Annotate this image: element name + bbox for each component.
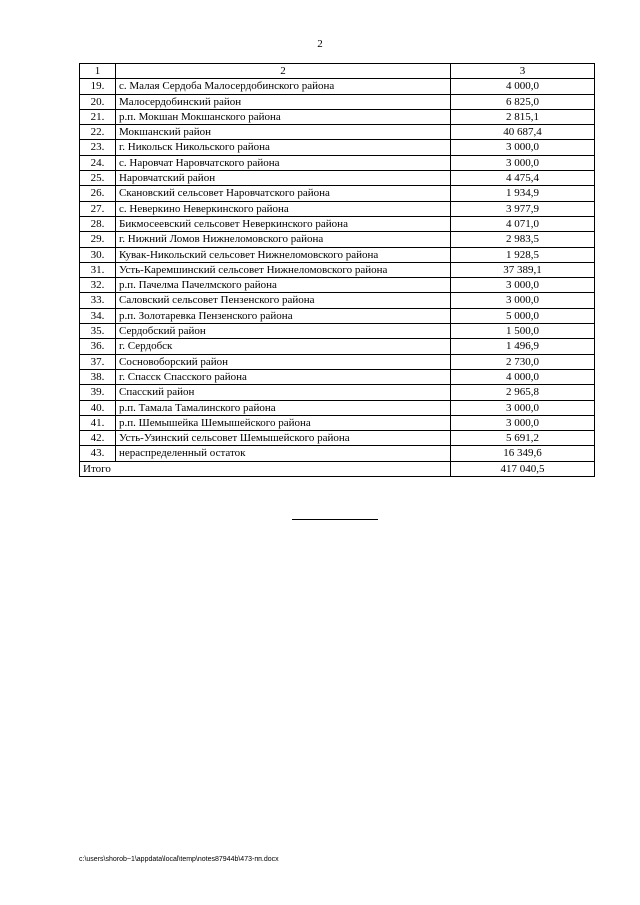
row-number: 20. bbox=[80, 94, 116, 109]
row-recipient-name: Бикмосеевский сельсовет Неверкинского района bbox=[116, 216, 451, 231]
table-row bbox=[80, 94, 595, 109]
row-amount: 3 000,0 bbox=[451, 155, 595, 170]
table-row bbox=[80, 109, 595, 124]
table-row bbox=[80, 262, 595, 277]
row-recipient-name: Малосердобинский район bbox=[116, 94, 451, 109]
row-amount: 37 389,1 bbox=[451, 262, 595, 277]
table-row bbox=[80, 324, 595, 339]
row-recipient-name: р.п. Золотаревка Пензенского района bbox=[116, 308, 451, 323]
row-number: 41. bbox=[80, 415, 116, 430]
row-number: 30. bbox=[80, 247, 116, 262]
row-amount: 16 349,6 bbox=[451, 446, 595, 461]
row-recipient-name: Спасский район bbox=[116, 385, 451, 400]
row-amount: 1 934,9 bbox=[451, 186, 595, 201]
row-number: 34. bbox=[80, 308, 116, 323]
table-row bbox=[80, 415, 595, 430]
row-recipient-name: г. Сердобск bbox=[116, 339, 451, 354]
row-number: 38. bbox=[80, 369, 116, 384]
row-number: 24. bbox=[80, 155, 116, 170]
row-amount: 3 000,0 bbox=[451, 278, 595, 293]
row-amount: 3 000,0 bbox=[451, 293, 595, 308]
table-row bbox=[80, 125, 595, 140]
row-amount: 1 496,9 bbox=[451, 339, 595, 354]
row-amount: 4 000,0 bbox=[451, 369, 595, 384]
row-recipient-name: Кувак-Никольский сельсовет Нижнеломовского района bbox=[116, 247, 451, 262]
table-row bbox=[80, 369, 595, 384]
row-number: 43. bbox=[80, 446, 116, 461]
row-amount: 3 977,9 bbox=[451, 201, 595, 216]
row-recipient-name: Скановский сельсовет Наровчатского района bbox=[116, 186, 451, 201]
table-total-row bbox=[80, 461, 595, 476]
row-amount: 2 730,0 bbox=[451, 354, 595, 369]
row-amount: 5 691,2 bbox=[451, 431, 595, 446]
row-amount: 2 815,1 bbox=[451, 109, 595, 124]
footer-file-path: c:\users\shorob~1\appdata\local\temp\notes87944b\473-пп.docx bbox=[79, 856, 279, 863]
table-row bbox=[80, 339, 595, 354]
row-amount: 3 000,0 bbox=[451, 400, 595, 415]
column-header-name: 2 bbox=[116, 64, 451, 79]
table-header-row bbox=[80, 64, 595, 79]
row-number: 32. bbox=[80, 278, 116, 293]
end-separator-line bbox=[292, 519, 378, 520]
row-number: 26. bbox=[80, 186, 116, 201]
row-recipient-name: Усть-Каремшинский сельсовет Нижнеломовского района bbox=[116, 262, 451, 277]
row-number: 28. bbox=[80, 216, 116, 231]
row-number: 21. bbox=[80, 109, 116, 124]
row-amount: 4 071,0 bbox=[451, 216, 595, 231]
row-recipient-name: Сосновоборский район bbox=[116, 354, 451, 369]
row-amount: 4 475,4 bbox=[451, 171, 595, 186]
row-recipient-name: Сердобский район bbox=[116, 324, 451, 339]
table-row bbox=[80, 400, 595, 415]
table-row bbox=[80, 79, 595, 94]
row-number: 19. bbox=[80, 79, 116, 94]
table-row bbox=[80, 247, 595, 262]
row-amount: 4 000,0 bbox=[451, 79, 595, 94]
row-amount: 3 000,0 bbox=[451, 140, 595, 155]
table-row bbox=[80, 155, 595, 170]
row-recipient-name: р.п. Тамала Тамалинского района bbox=[116, 400, 451, 415]
row-amount: 1 500,0 bbox=[451, 324, 595, 339]
row-number: 39. bbox=[80, 385, 116, 400]
row-number: 29. bbox=[80, 232, 116, 247]
row-recipient-name: г. Спасск Спасского района bbox=[116, 369, 451, 384]
column-header-number: 1 bbox=[80, 64, 116, 79]
row-number: 37. bbox=[80, 354, 116, 369]
row-number: 40. bbox=[80, 400, 116, 415]
allocation-table bbox=[79, 63, 595, 477]
page-number: 2 bbox=[317, 38, 323, 50]
total-amount: 417 040,5 bbox=[451, 461, 595, 476]
row-recipient-name: р.п. Мокшан Мокшанского района bbox=[116, 109, 451, 124]
row-amount: 2 965,8 bbox=[451, 385, 595, 400]
row-number: 33. bbox=[80, 293, 116, 308]
table-row bbox=[80, 308, 595, 323]
row-recipient-name: нераспределенный остаток bbox=[116, 446, 451, 461]
table-row bbox=[80, 140, 595, 155]
row-number: 22. bbox=[80, 125, 116, 140]
table-row bbox=[80, 186, 595, 201]
table-row bbox=[80, 293, 595, 308]
row-amount: 2 983,5 bbox=[451, 232, 595, 247]
row-number: 42. bbox=[80, 431, 116, 446]
table-row bbox=[80, 385, 595, 400]
row-number: 35. bbox=[80, 324, 116, 339]
table-row bbox=[80, 278, 595, 293]
row-recipient-name: г. Никольск Никольского района bbox=[116, 140, 451, 155]
row-amount: 5 000,0 bbox=[451, 308, 595, 323]
row-amount: 40 687,4 bbox=[451, 125, 595, 140]
row-number: 27. bbox=[80, 201, 116, 216]
total-label: Итого bbox=[80, 461, 451, 476]
row-amount: 6 825,0 bbox=[451, 94, 595, 109]
row-recipient-name: Усть-Узинский сельсовет Шемышейского района bbox=[116, 431, 451, 446]
table-row bbox=[80, 232, 595, 247]
row-amount: 3 000,0 bbox=[451, 415, 595, 430]
row-amount: 1 928,5 bbox=[451, 247, 595, 262]
row-recipient-name: Наровчатский район bbox=[116, 171, 451, 186]
row-recipient-name: с. Наровчат Наровчатского района bbox=[116, 155, 451, 170]
row-number: 25. bbox=[80, 171, 116, 186]
table-row bbox=[80, 446, 595, 461]
column-header-value: 3 bbox=[451, 64, 595, 79]
table-row bbox=[80, 171, 595, 186]
row-recipient-name: с. Неверкино Неверкинского района bbox=[116, 201, 451, 216]
row-number: 23. bbox=[80, 140, 116, 155]
row-number: 36. bbox=[80, 339, 116, 354]
table-row bbox=[80, 431, 595, 446]
row-recipient-name: с. Малая Сердоба Малосердобинского района bbox=[116, 79, 451, 94]
row-number: 31. bbox=[80, 262, 116, 277]
row-recipient-name: р.п. Пачелма Пачелмского района bbox=[116, 278, 451, 293]
row-recipient-name: г. Нижний Ломов Нижнеломовского района bbox=[116, 232, 451, 247]
row-recipient-name: Саловский сельсовет Пензенского района bbox=[116, 293, 451, 308]
table-row bbox=[80, 216, 595, 231]
table-row bbox=[80, 354, 595, 369]
row-recipient-name: р.п. Шемышейка Шемышейского района bbox=[116, 415, 451, 430]
table-row bbox=[80, 201, 595, 216]
row-recipient-name: Мокшанский район bbox=[116, 125, 451, 140]
